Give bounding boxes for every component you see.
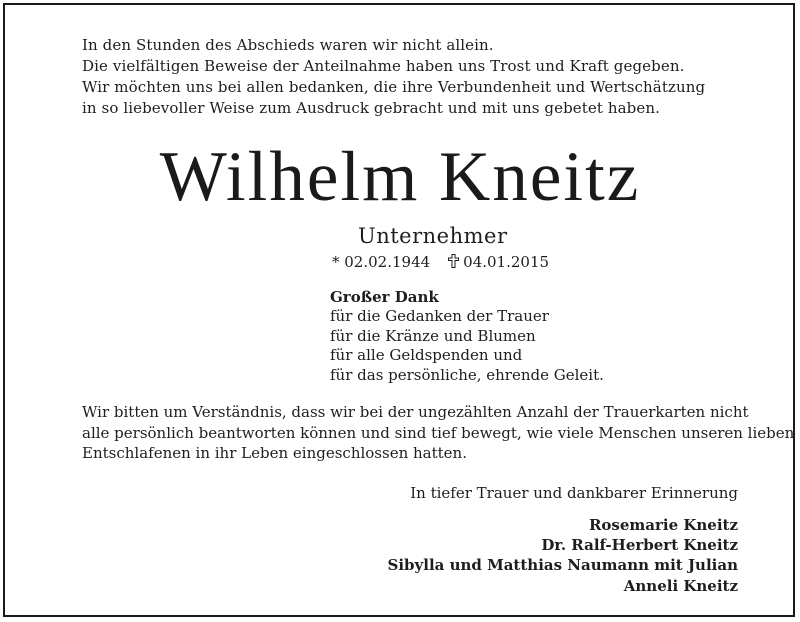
- intro-line: In den Stunden des Abschieds waren wir nicht allein.: [82, 36, 494, 54]
- intro-line: in so liebevoller Weise zum Ausdruck gebracht und mit uns gebetet haben.: [82, 99, 660, 117]
- memory-line: In tiefer Trauer und dankbarer Erinnerung: [410, 484, 738, 502]
- closing-line: Wir bitten um Verständnis, dass wir bei der ungezählten Anzahl der Trauerkarten nicht: [82, 403, 749, 421]
- closing-line: Entschlafenen in ihr Leben eingeschlossen hatten.: [82, 444, 467, 462]
- signer-name: Rosemarie Kneitz: [588, 516, 738, 534]
- thanks-block: [330, 288, 604, 385]
- thanks-line: für das persönliche, ehrende Geleit.: [330, 365, 604, 384]
- signers-list: [388, 515, 738, 596]
- signer-name: Sibylla und Matthias Naumann mit Julian: [387, 556, 738, 575]
- signer-name: Anneli Kneitz: [623, 576, 738, 595]
- thanks-line: für die Gedanken der Trauer: [330, 307, 549, 326]
- cross-icon: [448, 253, 459, 267]
- deceased-profession: Unternehmer: [358, 224, 508, 248]
- thanks-line: für die Kränze und Blumen: [330, 326, 536, 345]
- life-dates: [332, 252, 549, 272]
- death-date: 04.01.2015: [463, 253, 550, 271]
- birth-date: * 02.02.1944: [332, 253, 431, 271]
- signer-name: Dr. Ralf-Herbert Kneitz: [541, 536, 738, 555]
- intro-line: Wir möchten uns bei allen bedanken, die ihre Verbundenheit und Wertschätzung: [82, 78, 706, 96]
- closing-paragraph: [82, 402, 794, 464]
- intro-paragraph: [82, 35, 705, 119]
- thanks-heading: Großer Dank: [330, 288, 439, 306]
- intro-line: Die vielfältigen Beweise der Anteilnahme haben uns Trost und Kraft gegeben.: [82, 57, 685, 75]
- deceased-name: Wilhelm Kneitz: [159, 138, 641, 216]
- closing-line: alle persönlich beantworten können und sind tief bewegt, wie viele Menschen unseren lieben: [82, 423, 795, 442]
- thanks-line: für alle Geldspenden und: [330, 346, 523, 365]
